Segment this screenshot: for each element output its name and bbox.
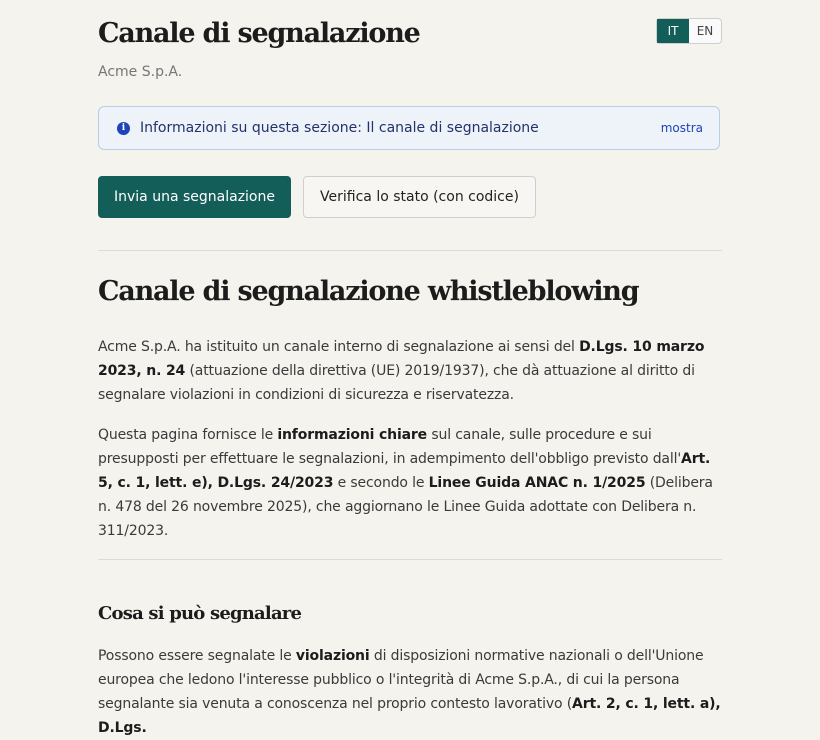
text-run: Possono essere segnalate le <box>98 648 296 664</box>
text-run: (Delibera n. 478 del 26 novembre 2025), che aggiornano le Linee Guida adottate con Delibera n. 311/2023. <box>98 475 713 539</box>
language-switcher <box>656 18 722 44</box>
lang-en-button[interactable]: EN <box>696 24 714 38</box>
text-run: sul canale, sulle procedure e sui presupposti per effettuare le segnalazioni, in adempimento dell'obbligo previsto dall' <box>98 427 682 467</box>
emphasis-text: violazioni <box>295 648 370 664</box>
text-run: di disposizioni normative nazionali o dell'Unione europea che ledono l'interesse pubblico o l'integrità di Acme S.p.A., di cui la persona segnalante sia venuta a conoscenza nel proprio contesto lavorativo ( <box>98 648 704 712</box>
text-run: Acme S.p.A. ha istituito un canale interno di segnalazione ai sensi del <box>98 339 580 355</box>
guidelines-reference: Linee Guida ANAC n. 1/2025 <box>428 475 646 491</box>
info-paragraph <box>98 423 722 543</box>
law-reference: D.Lgs. 10 marzo 2023, n. 24 <box>98 339 705 379</box>
lang-it-button[interactable]: IT <box>657 19 689 43</box>
section-title: Canale di segnalazione whistleblowing <box>98 276 639 307</box>
subsection-title: Cosa si può segnalare <box>98 603 302 624</box>
company-name: Acme S.p.A. <box>98 64 183 80</box>
divider <box>98 559 722 560</box>
intro-paragraph <box>98 335 722 407</box>
text-run: Questa pagina fornisce le <box>98 427 278 443</box>
submit-report-button[interactable]: Invia una segnalazione <box>98 176 291 218</box>
law-reference: Art. 2, c. 1, lett. a), D.Lgs. <box>98 696 721 736</box>
check-status-button[interactable]: Verifica lo stato (con codice) <box>303 176 536 218</box>
text-run: e secondo le <box>333 475 429 491</box>
info-box <box>98 106 720 150</box>
info-box-text: Informazioni su questa sezione: Il canale di segnalazione <box>140 120 539 136</box>
info-box-toggle-link[interactable]: mostra <box>660 121 703 135</box>
subsection-paragraph <box>98 644 722 740</box>
page-title: Canale di segnalazione <box>98 18 420 49</box>
text-run: (attuazione della direttiva (UE) 2019/1937), che dà attuazione al diritto di segnalare violazioni in condizioni di sicurezza e riservatezza. <box>98 363 695 403</box>
info-icon: i <box>117 122 130 135</box>
law-reference: Art. 5, c. 1, lett. e), D.Lgs. 24/2023 <box>98 451 711 491</box>
emphasis-text: informazioni chiare <box>277 427 428 443</box>
divider <box>98 250 722 251</box>
